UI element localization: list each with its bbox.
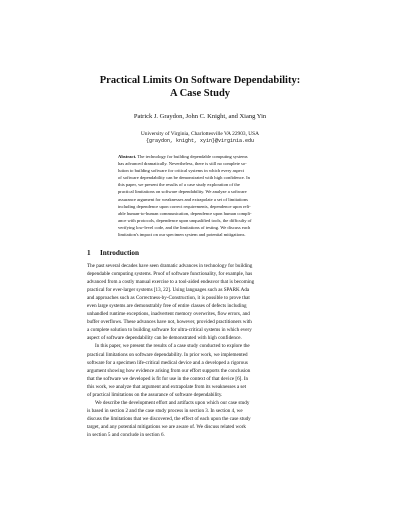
body-line: a complete solution to building software for ultra-critical systems in which every [87,327,252,334]
abstract-line [118,153,288,160]
abstract-text: The technology for building dependable computing systems [137,154,248,159]
body-line: unhandled runtime exceptions, inadvertent memory overwrites, flow errors, and [87,311,250,318]
abstract-line: including dependence upon correct requirements, dependence upon reli- [118,203,251,209]
body-line: advanced from a costly manual exercise to a tool-aided endeavor that is becoming [87,279,255,286]
abstract-line: ance with protocols, dependence upon unqualified tools, the difficulty of [118,217,252,223]
abstract-line: lution to building software for critical systems in which every aspect [118,168,245,174]
abstract-line: this paper, we present the results of a case study exploration of the [118,182,240,188]
section-title: Introduction [100,249,140,257]
body-line: The past several decades have seen dramatic advances in technology for building [87,263,253,269]
body-line: even large systems are demonstrably free of entire classes of defects including [87,303,247,310]
body-line: in section 5 and conclude in section 6. [87,431,165,438]
introduction-body [87,262,319,439]
abstract-line: limitation's impact on our specimen system and potential mitigations. [118,232,246,238]
abstract-line: assurance argument for weaknesses and extrapolate a set of limitations [118,196,248,202]
abstract-line: verifying low-level code, and the limitations of testing. We discuss each [118,224,251,230]
body-line: In this paper, we present the results of a case study conducted to explore the [95,343,250,350]
paper-title-line-2: A Case Study [169,88,231,99]
paper-title-line-1: Practical Limits On Software Dependability: [99,75,301,86]
body-line: of practical limitations on the assurance of software dependability. [87,391,223,398]
author-emails: {graydon, knight, xyin}@virginia.edu [145,138,255,144]
abstract-line: practical limitations on software dependability. We analyze a software [118,189,247,195]
body-line: argument showing how evidence arising from our effort supports the conclusion [87,367,251,374]
section-heading-introduction [87,249,139,257]
abstract [118,153,288,238]
body-line: aspect of software dependability can be demonstrated with high confidence. [87,335,242,342]
body-line: practical limitations on software dependability. In prior work, we implemented [87,351,248,358]
body-line: is based in section 2 and the case study process in section 3. In section 4, we [87,407,243,414]
body-line: buffer overflows. These advances have not, however, provided practitioners with [87,319,252,326]
section-number: 1 [87,249,91,257]
body-line: dependable computing systems. Proof of software functionality, for example, has [87,271,253,278]
abstract-line: able human-to-human communication, dependence upon human compli- [118,210,252,216]
abstract-label: Abstract. [118,154,137,159]
body-line: this work, we analyze that argument and extrapolate from its weaknesses a set [87,383,247,390]
body-line: and approaches such as Correctness-by-Construction, it is possible to prove that [87,295,250,302]
body-line: software for a specimen life-critical medical device and a developed a rigorous [87,359,248,366]
body-line: target, and any potential mitigations we are aware of. We discuss related work [87,423,246,430]
affiliation: University of Virginia, Charlottesville VA 22903, USA [140,131,260,137]
body-line: practical for ever-larger systems [13, 22]. Using languages such as SPARK Ada [87,287,250,294]
body-line: We describe the development effort and artifacts upon which our case study [95,399,250,406]
body-line: discuss the limitations that we discovered, the effect of each upon the case study [87,415,251,422]
abstract-line: of software dependability can be demonstrated with high confidence. In [118,175,250,181]
abstract-line: has advanced dramatically. Nevertheless, there is still no complete so- [118,161,247,167]
author-list: Patrick J. Graydon, John C. Knight, and Xiang Yin [133,113,267,120]
body-line: that the software we developed is fit for use in the context of that device [6]. In [87,375,249,382]
